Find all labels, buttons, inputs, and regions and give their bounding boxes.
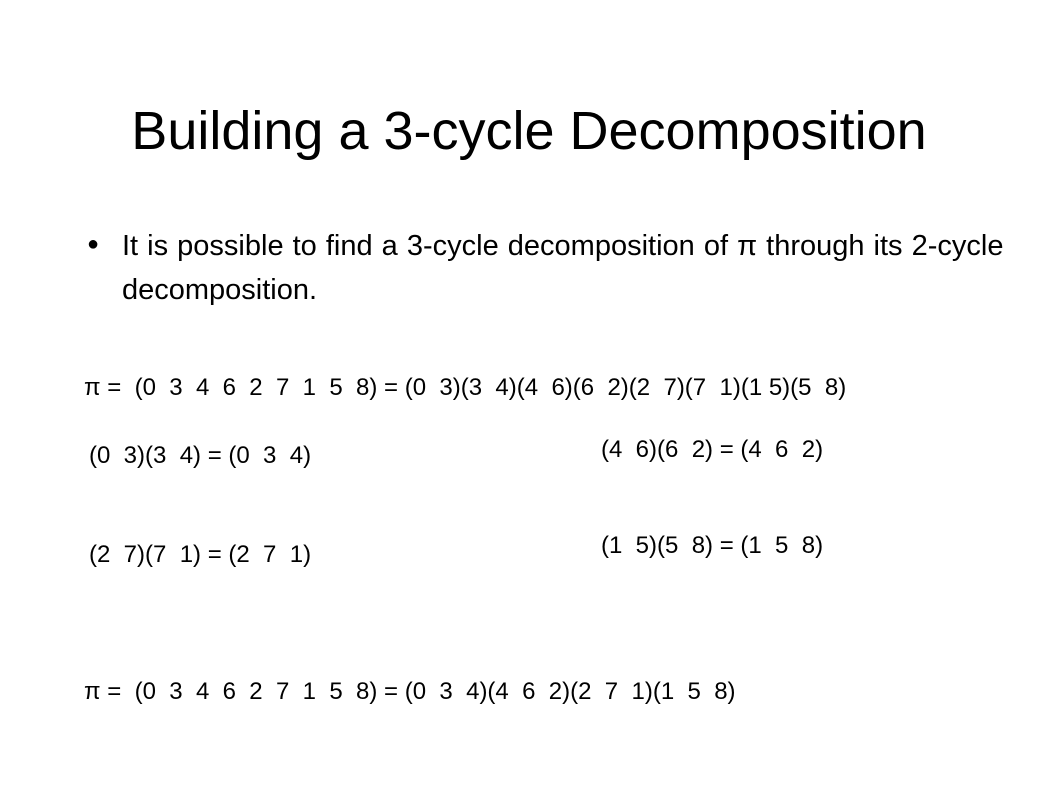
bullet-marker: ● (87, 233, 100, 255)
pair-product-4: (1 5)(5 8) = (1 5 8) (601, 532, 824, 559)
bullet-text: It is possible to find a 3-cycle decomposition of π through its 2-cycle decomposition. (122, 230, 1004, 306)
full-3cycle-decomposition: π = (0 3 4 6 2 7 1 5 8) = (0 3 4)(4 6 2)(2 7 1)(1 5 8) (84, 678, 736, 705)
pair-product-1: (0 3)(3 4) = (0 3 4) (89, 442, 312, 469)
slide-title: Building a 3-cycle Decomposition (131, 101, 927, 161)
full-2cycle-decomposition: π = (0 3 4 6 2 7 1 5 8) = (0 3)(3 4)(4 6)(6 2)(2 7)(7 1)(1 5)(5 8) (84, 374, 847, 401)
pair-product-3: (2 7)(7 1) = (2 7 1) (89, 541, 312, 568)
pair-product-2: (4 6)(6 2) = (4 6 2) (601, 436, 824, 463)
